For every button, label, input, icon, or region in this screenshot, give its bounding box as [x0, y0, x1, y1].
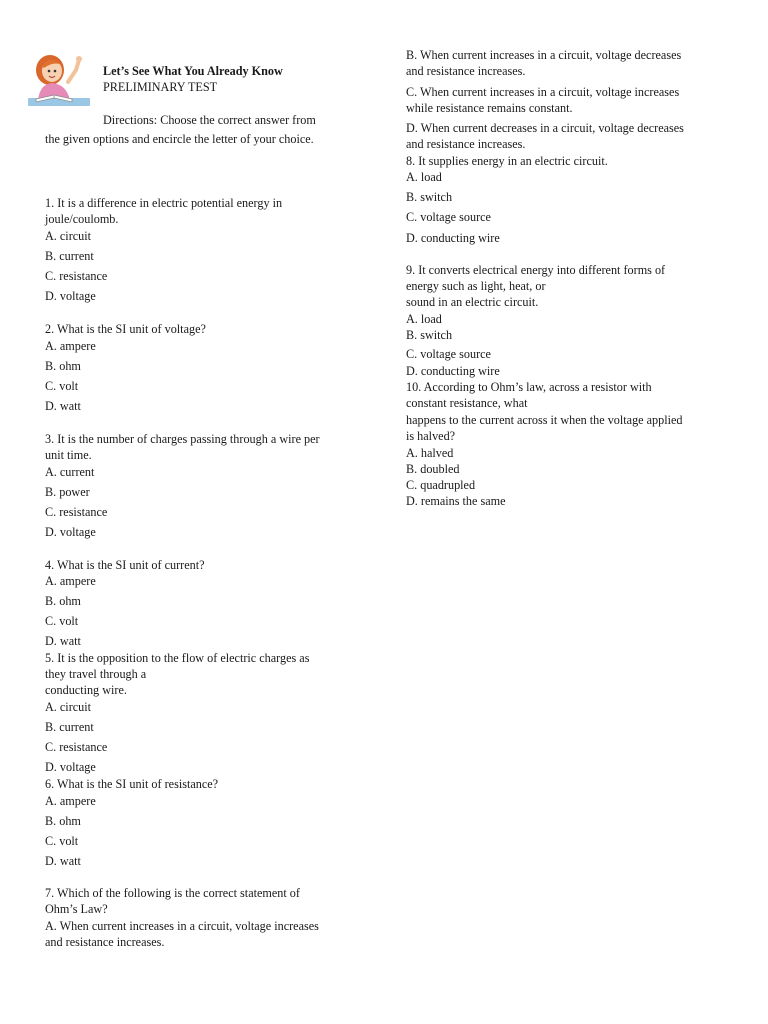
- page-title: Let’s See What You Already Know: [103, 64, 283, 78]
- q1-option-a: A. circuit: [45, 229, 92, 243]
- q7-option-c: C. When current increases in a circuit, voltage increases: [406, 85, 680, 99]
- question-1-stem-cont: joule/coulomb.: [45, 212, 119, 226]
- q1-option-c: C. resistance: [45, 269, 108, 283]
- question-10-stem: 10. According to Ohm’s law, across a resistor with: [406, 380, 652, 394]
- q5-option-c: C. resistance: [45, 740, 108, 754]
- q5-option-d: D. voltage: [45, 760, 96, 774]
- question-5-stem-cont: they travel through a: [45, 667, 147, 681]
- q9-option-a: A. load: [406, 312, 442, 326]
- q1-option-d: D. voltage: [45, 289, 96, 303]
- q9-option-d: D. conducting wire: [406, 364, 500, 378]
- q10-option-a: A. halved: [406, 446, 454, 460]
- test-subtitle: PRELIMINARY TEST: [103, 80, 218, 94]
- q6-option-c: C. volt: [45, 834, 79, 848]
- q6-option-d: D. watt: [45, 854, 81, 868]
- q3-option-d: D. voltage: [45, 525, 96, 539]
- question-1-stem: 1. It is a difference in electric potential energy in: [45, 196, 283, 210]
- q7-option-d: D. When current decreases in a circuit, voltage decreases: [406, 121, 684, 135]
- q7-option-b-cont: and resistance increases.: [406, 64, 526, 78]
- question-4-stem: 4. What is the SI unit of current?: [45, 558, 205, 572]
- q6-option-b: B. ohm: [45, 814, 81, 828]
- question-9-stem: 9. It converts electrical energy into different forms of: [406, 263, 666, 277]
- question-9-stem-cont: energy such as light, heat, or: [406, 279, 546, 293]
- q7-option-a: A. When current increases in a circuit, voltage increases: [45, 919, 319, 933]
- q8-option-a: A. load: [406, 170, 442, 184]
- q4-option-d: D. watt: [45, 634, 81, 648]
- directions-line-2: the given options and encircle the letter of your choice.: [45, 132, 314, 146]
- question-3-stem-cont: unit time.: [45, 448, 92, 462]
- q7-option-c-cont: while resistance remains constant.: [406, 101, 573, 115]
- question-10-stem-cont-3: is halved?: [406, 429, 456, 443]
- q4-option-b: B. ohm: [45, 594, 81, 608]
- directions-line-1: Directions: Choose the correct answer from: [103, 113, 316, 127]
- q10-option-b: B. doubled: [406, 462, 460, 476]
- q3-option-b: B. power: [45, 485, 90, 499]
- q5-option-b: B. current: [45, 720, 94, 734]
- q2-option-d: D. watt: [45, 399, 81, 413]
- question-5-stem: 5. It is the opposition to the flow of electric charges as: [45, 651, 310, 665]
- q2-option-a: A. ampere: [45, 339, 96, 353]
- question-9-stem-cont-2: sound in an electric circuit.: [406, 295, 539, 309]
- student-reading-illustration: [24, 52, 94, 112]
- q10-option-d: D. remains the same: [406, 494, 506, 508]
- q9-option-c: C. voltage source: [406, 347, 491, 361]
- question-8-stem: 8. It supplies energy in an electric circuit.: [406, 154, 608, 168]
- q6-option-a: A. ampere: [45, 794, 96, 808]
- q9-option-b: B. switch: [406, 328, 453, 342]
- question-5-stem-cont-2: conducting wire.: [45, 683, 127, 697]
- question-3-stem: 3. It is the number of charges passing through a wire per: [45, 432, 320, 446]
- question-2-stem: 2. What is the SI unit of voltage?: [45, 322, 206, 336]
- q4-option-c: C. volt: [45, 614, 79, 628]
- q1-option-b: B. current: [45, 249, 94, 263]
- q7-option-b: B. When current increases in a circuit, voltage decreases: [406, 48, 682, 62]
- q8-option-c: C. voltage source: [406, 210, 491, 224]
- q8-option-d: D. conducting wire: [406, 231, 500, 245]
- q7-option-d-cont: and resistance increases.: [406, 137, 526, 151]
- q3-option-c: C. resistance: [45, 505, 108, 519]
- question-7-stem: 7. Which of the following is the correct statement of: [45, 886, 300, 900]
- q2-option-c: C. volt: [45, 379, 79, 393]
- q4-option-a: A. ampere: [45, 574, 96, 588]
- question-10-stem-cont-2: happens to the current across it when the voltage applied: [406, 413, 683, 427]
- q3-option-a: A. current: [45, 465, 95, 479]
- question-7-stem-cont: Ohm’s Law?: [45, 902, 108, 916]
- q7-option-a-cont: and resistance increases.: [45, 935, 165, 949]
- question-10-stem-cont: constant resistance, what: [406, 396, 528, 410]
- q8-option-b: B. switch: [406, 190, 453, 204]
- q5-option-a: A. circuit: [45, 700, 92, 714]
- q2-option-b: B. ohm: [45, 359, 81, 373]
- question-6-stem: 6. What is the SI unit of resistance?: [45, 777, 219, 791]
- q10-option-c: C. quadrupled: [406, 478, 476, 492]
